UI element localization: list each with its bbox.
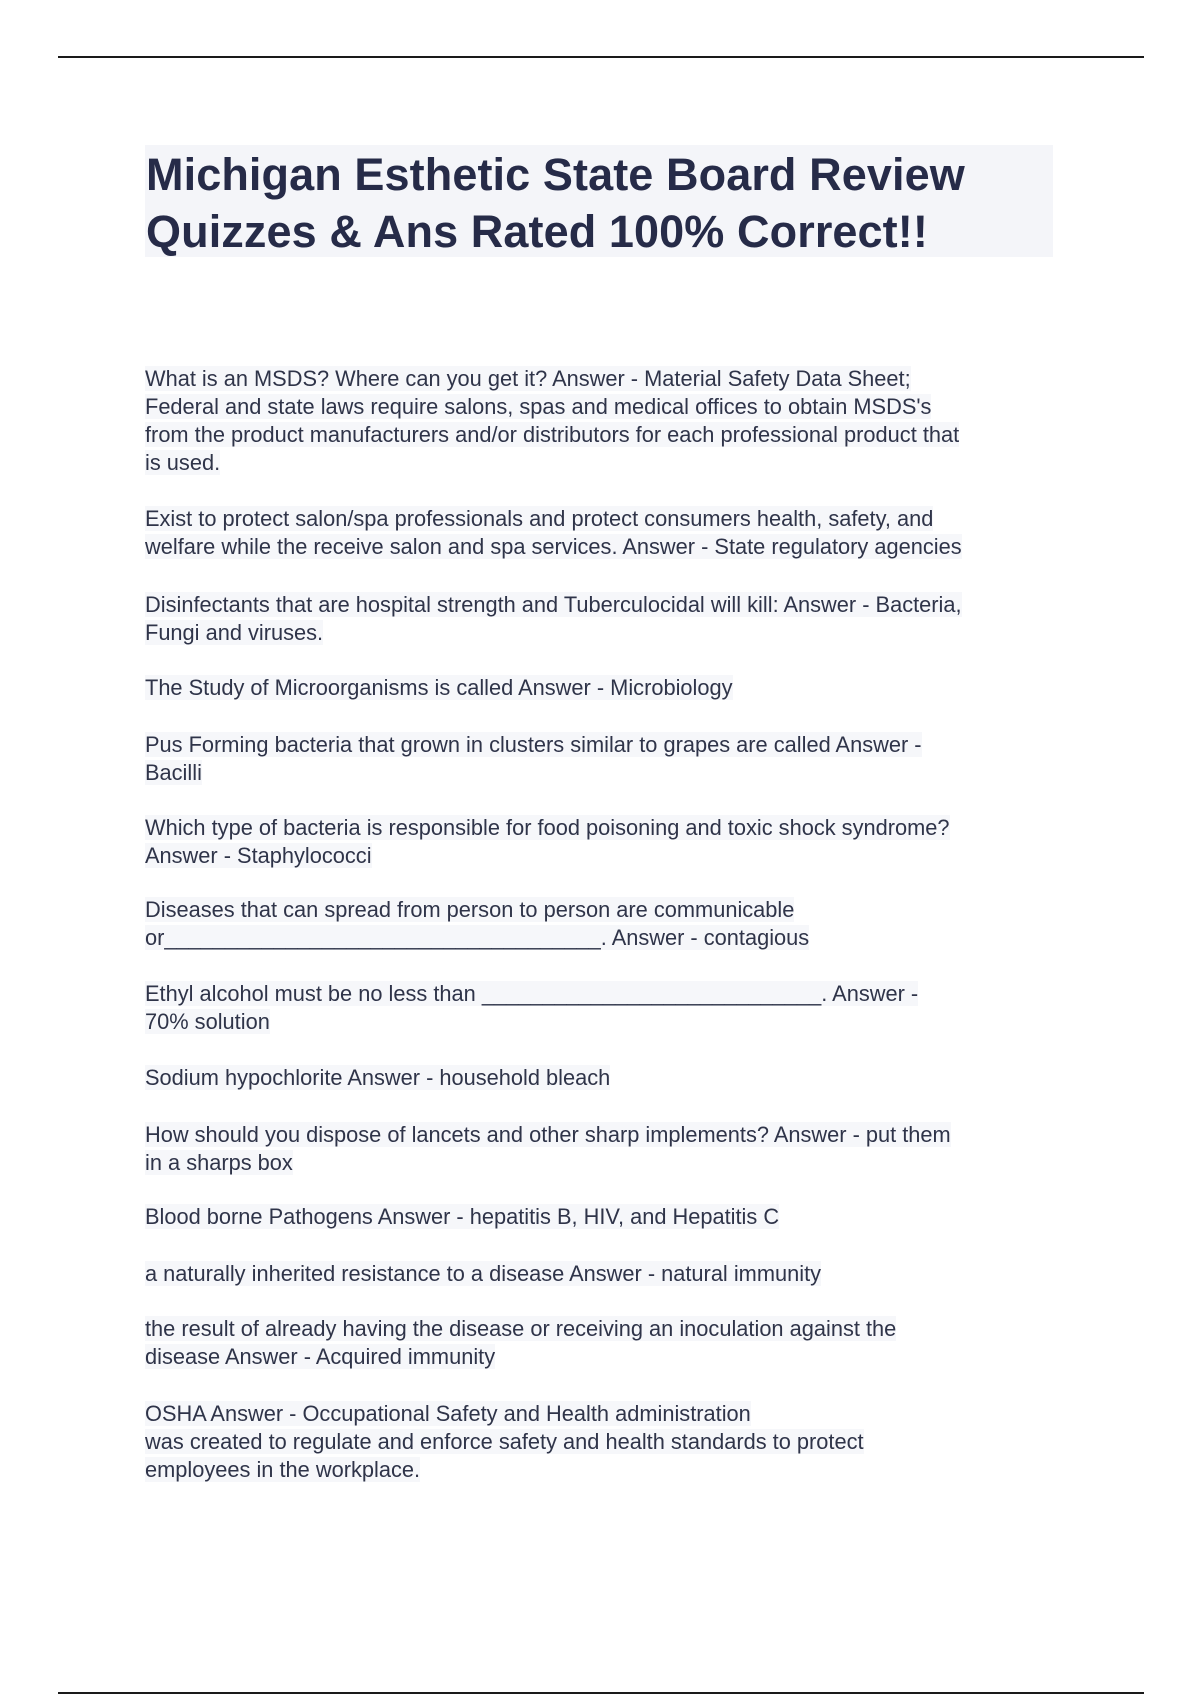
qa-line: The Study of Microorganisms is called Answer - Microbiology xyxy=(145,675,733,700)
qa-line: or____________________________________. Answer - contagious xyxy=(145,925,810,950)
qa-line: in a sharps box xyxy=(145,1150,293,1175)
qa-item xyxy=(145,980,1065,1036)
qa-item xyxy=(145,505,1065,561)
qa-item xyxy=(145,365,1065,477)
qa-item xyxy=(145,1400,1065,1484)
qa-line: is used. xyxy=(145,450,221,475)
qa-line: from the product manufacturers and/or distributors for each professional product that xyxy=(145,422,960,447)
title-line: Quizzes & Ans Rated 100% Correct!! xyxy=(146,206,928,257)
qa-line: Which type of bacteria is responsible for food poisoning and toxic shock syndrome? xyxy=(145,815,950,840)
qa-item xyxy=(145,674,1065,702)
qa-line: Ethyl alcohol must be no less than ____________________________. Answer - xyxy=(145,981,919,1006)
qa-line: the result of already having the disease or receiving an inoculation against the xyxy=(145,1316,897,1341)
qa-item xyxy=(145,896,1065,952)
bottom-rule xyxy=(58,1692,1144,1694)
qa-item xyxy=(145,1260,1065,1288)
qa-item xyxy=(145,1203,1065,1231)
qa-item xyxy=(145,1064,1065,1092)
qa-line: Exist to protect salon/spa professionals and protect consumers health, safety, and xyxy=(145,506,934,531)
qa-item xyxy=(145,1121,1065,1177)
qa-line: Diseases that can spread from person to person are communicable xyxy=(145,897,795,922)
qa-line: Disinfectants that are hospital strength and Tuberculocidal will kill: Answer - Bacteria, xyxy=(145,592,962,617)
qa-line: employees in the workplace. xyxy=(145,1457,421,1482)
qa-line: Answer - Staphylococci xyxy=(145,843,372,868)
qa-item xyxy=(145,591,1065,647)
qa-line: Fungi and viruses. xyxy=(145,620,324,645)
qa-item xyxy=(145,814,1065,870)
qa-line: Pus Forming bacteria that grown in clusters similar to grapes are called Answer - xyxy=(145,732,922,757)
qa-line: What is an MSDS? Where can you get it? Answer - Material Safety Data Sheet; xyxy=(145,366,911,391)
qa-line: a naturally inherited resistance to a disease Answer - natural immunity xyxy=(145,1261,822,1286)
qa-line: welfare while the receive salon and spa services. Answer - State regulatory agencies xyxy=(145,534,962,559)
qa-line: Bacilli xyxy=(145,760,202,785)
qa-line: 70% solution xyxy=(145,1009,270,1034)
qa-line: OSHA Answer - Occupational Safety and Health administration xyxy=(145,1401,751,1426)
title-line: Michigan Esthetic State Board Review xyxy=(146,149,965,200)
qa-line: Blood borne Pathogens Answer - hepatitis B, HIV, and Hepatitis C xyxy=(145,1204,780,1229)
qa-item xyxy=(145,731,1065,787)
qa-line: disease Answer - Acquired immunity xyxy=(145,1344,496,1369)
qa-line: Sodium hypochlorite Answer - household bleach xyxy=(145,1065,611,1090)
qa-line: Federal and state laws require salons, spas and medical offices to obtain MSDS's xyxy=(145,394,932,419)
qa-line: How should you dispose of lancets and other sharp implements? Answer - put them xyxy=(145,1122,951,1147)
qa-item xyxy=(145,1315,1065,1371)
qa-line: was created to regulate and enforce safety and health standards to protect xyxy=(145,1429,864,1454)
